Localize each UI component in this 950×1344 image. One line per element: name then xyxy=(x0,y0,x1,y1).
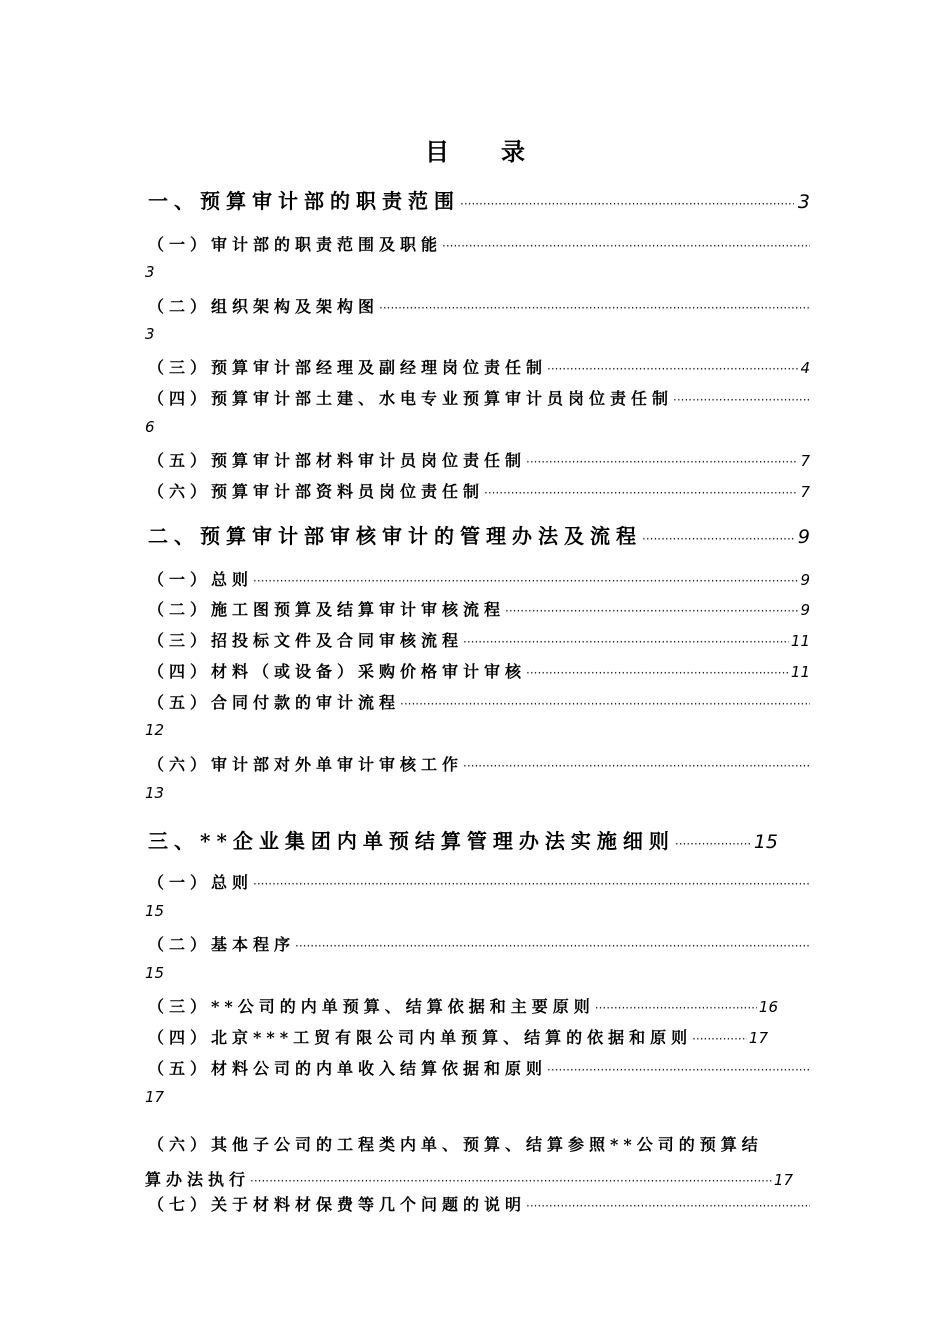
toc-entry-label: （一）总则 xyxy=(148,570,254,589)
toc-entry-2-3[interactable] xyxy=(148,628,810,651)
leader-dots xyxy=(460,197,794,211)
toc-entry-1-3[interactable] xyxy=(148,355,810,378)
leader-dots xyxy=(463,635,789,649)
toc-entry-3-1[interactable] xyxy=(148,870,810,893)
toc-entry-label: （三）预算审计部经理及副经理岗位责任制 xyxy=(148,358,548,377)
leader-dots xyxy=(642,532,794,546)
toc-entry-section-1[interactable] xyxy=(148,185,810,214)
toc-entry-label: （五）预算审计部材料审计员岗位责任制 xyxy=(148,451,527,470)
toc-page-number: 7 xyxy=(800,452,810,470)
toc-entry-label: （六）审计部对外单审计审核工作 xyxy=(148,755,464,774)
leader-dots xyxy=(692,1032,747,1046)
toc-page-number: 17 xyxy=(773,1171,793,1189)
toc-entry-3-3[interactable] xyxy=(148,994,778,1017)
toc-page-number: 17 xyxy=(145,1088,165,1106)
leader-dots xyxy=(484,486,798,500)
toc-entry-label: （三）招投标文件及合同审核流程 xyxy=(148,631,464,650)
toc-entry-label: （四）北京***工贸有限公司内单预算、结算的依据和原则 xyxy=(148,1028,693,1047)
toc-entry-section-3[interactable] xyxy=(148,825,778,854)
toc-entry-3-4[interactable] xyxy=(148,1025,768,1048)
toc-entry-label: （四）预算审计部土建、水电专业预算审计员岗位责任制 xyxy=(148,389,674,408)
toc-title: 目录 xyxy=(425,137,577,166)
leader-dots xyxy=(526,455,798,469)
toc-entry-label: （五）合同付款的审计流程 xyxy=(148,693,401,712)
leader-dots xyxy=(463,759,810,773)
toc-page-number: 11 xyxy=(790,632,810,650)
toc-page-number: 3 xyxy=(797,191,810,213)
toc-entry-label: 二、预算审计部审核审计的管理办法及流程 xyxy=(148,524,642,548)
toc-page-number: 9 xyxy=(797,526,810,548)
leader-dots xyxy=(295,939,810,953)
toc-page-number: 12 xyxy=(145,721,165,739)
toc-page-number: 7 xyxy=(800,483,810,501)
leader-dots xyxy=(547,1063,810,1077)
leader-dots xyxy=(253,877,810,891)
toc-page-number: 3 xyxy=(145,263,155,281)
leader-dots xyxy=(526,1199,810,1213)
toc-entry-3-6-continued[interactable] xyxy=(145,1167,793,1190)
toc-entry-1-6[interactable] xyxy=(148,479,810,502)
leader-dots xyxy=(595,1001,757,1015)
toc-page-number: 9 xyxy=(800,571,810,589)
toc-entry-label: （一）总则 xyxy=(148,873,254,892)
toc-entry-3-6[interactable] xyxy=(148,1132,810,1155)
leader-dots xyxy=(400,697,810,711)
toc-page-number: 15 xyxy=(753,831,778,853)
toc-page-number: 11 xyxy=(790,663,810,681)
leader-dots xyxy=(505,604,798,618)
toc-entry-label: （二）组织架构及架构图 xyxy=(148,297,380,316)
leader-dots xyxy=(675,837,750,851)
toc-entry-label: （七）关于材料材保费等几个问题的说明 xyxy=(148,1195,527,1214)
toc-entry-label: （六）其他子公司的工程类内单、预算、结算参照**公司的预算结 xyxy=(148,1135,763,1154)
toc-entry-section-2[interactable] xyxy=(148,520,810,549)
toc-entry-2-1[interactable] xyxy=(148,567,810,590)
toc-entry-label: （五）材料公司的内单收入结算依据和原则 xyxy=(148,1059,548,1078)
toc-page-number: 9 xyxy=(800,601,810,619)
leader-dots xyxy=(526,666,789,680)
toc-entry-1-1[interactable] xyxy=(148,232,810,255)
toc-page-number: 3 xyxy=(145,325,155,343)
leader-dots xyxy=(379,301,810,315)
toc-page-number: 17 xyxy=(748,1029,768,1047)
toc-entry-label: （四）材料（或设备）采购价格审计审核 xyxy=(148,662,527,681)
toc-entry-label: （三）**公司的内单预算、结算依据和主要原则 xyxy=(148,997,595,1016)
leader-dots xyxy=(547,362,798,376)
leader-dots xyxy=(442,239,810,253)
toc-entry-label: （二）基本程序 xyxy=(148,935,296,954)
toc-entry-1-2[interactable] xyxy=(148,294,810,317)
toc-entry-label: （六）预算审计部资料员岗位责任制 xyxy=(148,482,485,501)
toc-entry-label: （一）审计部的职责范围及职能 xyxy=(148,235,443,254)
toc-entry-2-6[interactable] xyxy=(148,752,810,775)
toc-entry-3-7[interactable] xyxy=(148,1192,810,1215)
toc-page-number: 16 xyxy=(758,998,778,1016)
toc-page-number: 4 xyxy=(800,359,810,377)
toc-entry-label: （二）施工图预算及结算审计审核流程 xyxy=(148,600,506,619)
toc-page-number: 15 xyxy=(145,902,165,920)
toc-entry-3-2[interactable] xyxy=(148,932,810,955)
toc-entry-2-4[interactable] xyxy=(148,659,810,682)
toc-page-number: 6 xyxy=(145,418,155,436)
toc-entry-2-2[interactable] xyxy=(148,597,810,620)
toc-entry-1-4[interactable] xyxy=(148,386,810,409)
toc-entry-2-5[interactable] xyxy=(148,690,810,713)
toc-entry-3-5[interactable] xyxy=(148,1056,810,1079)
toc-entry-1-5[interactable] xyxy=(148,448,810,471)
toc-entry-label-continued: 算办法执行 xyxy=(145,1170,251,1189)
toc-entry-label: 三、**企业集团内单预结算管理办法实施细则 xyxy=(148,829,675,853)
toc-page-number: 15 xyxy=(145,964,165,982)
leader-dots xyxy=(673,393,810,407)
toc-page-number: 13 xyxy=(145,784,165,802)
leader-dots xyxy=(253,574,798,588)
toc-entry-label: 一、预算审计部的职责范围 xyxy=(148,189,460,213)
leader-dots xyxy=(250,1174,772,1188)
